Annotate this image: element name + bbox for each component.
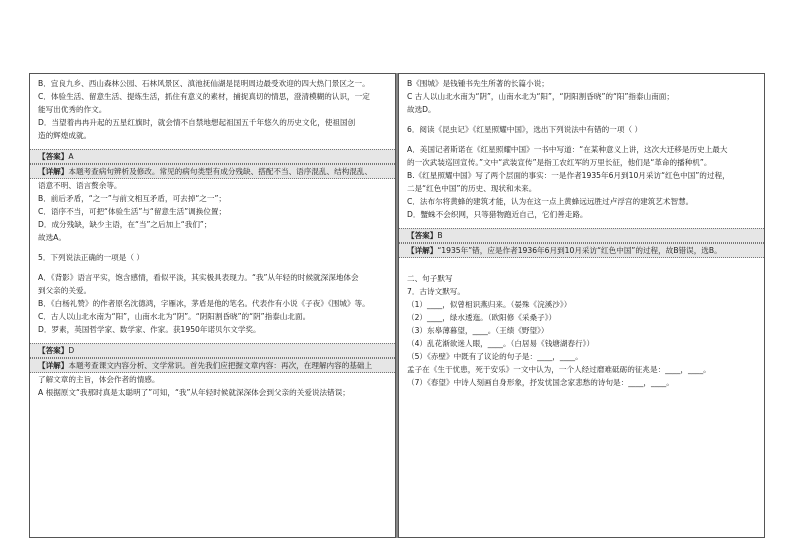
spacer (36, 336, 389, 343)
line-text: 6．阅读《昆虫记》《红星照耀中国》，选出下列说法中有错的一项（ ） (407, 125, 643, 134)
answer-label: 【答案】 (407, 231, 438, 240)
line-text: （2）____，绿水逶迤。（欧阳修《采桑子》） (407, 313, 557, 322)
line-text: 的一次武装巡回宣传。”文中“武装宣传”是指工农红军的万里长征，他们是“革命的播种机”。 (407, 158, 712, 167)
text-line (36, 192, 389, 205)
text-line (36, 103, 389, 116)
spacer (405, 258, 758, 272)
line-text: 到父亲的关爱。 (38, 286, 92, 295)
left-column (29, 73, 396, 538)
line-text: 二是“红色中国”的历史、现状和未来。 (407, 184, 537, 193)
text-line (36, 231, 389, 244)
answer-line (30, 149, 395, 164)
text-line (405, 350, 758, 363)
text-line (405, 376, 758, 389)
line-text: D．罗素，英国哲学家、数学家、作家。获1950年诺贝尔文学奖。 (38, 325, 261, 334)
line-text: A 根据原文“我那时真是太聪明了”可知，“我”从年轻时候就深深体会到父亲的关爱说法错误； (38, 388, 350, 397)
line-text: 故选D。 (407, 105, 436, 114)
text-line (405, 195, 758, 208)
answer-label: 【详解】 (38, 167, 69, 176)
answer-label: 【详解】 (38, 361, 69, 370)
answer-line (399, 228, 764, 243)
text-line (36, 373, 389, 386)
spacer (36, 264, 389, 271)
text-line (405, 337, 758, 350)
line-text: 语意不明、语言赘余等。 (38, 181, 122, 190)
text-line (405, 182, 758, 195)
line-text: D．蟹蛛不会织网，只等猎物跑近自己，它们善走路。 (407, 210, 588, 219)
text-line (405, 103, 758, 116)
text-line (36, 284, 389, 297)
line-text: D．成分残缺，缺少主语，在“当”之后加上“我们”； (38, 220, 212, 229)
line-text: B.《红星照耀中国》写了两个层面的事实：一是作者1935年6月到10月采访“红色中国”的过程， (407, 171, 730, 180)
spacer (405, 136, 758, 143)
text-line (405, 298, 758, 311)
line-text: C．古人以山北水南为“阳”，山南水北为“阴”。“阴阳割昏晓”的“阴”指泰山北面。 (38, 312, 311, 321)
answer-line (30, 164, 395, 179)
answer-line (399, 243, 764, 258)
spacer (405, 116, 758, 123)
line-text: 5．下列说法正确的一项是（ ） (38, 253, 144, 262)
text-line (36, 116, 389, 129)
text-line (405, 285, 758, 298)
text-line (405, 363, 758, 376)
line-text: 本题考查病句辨析及修改。常见的病句类型有成分残缺、搭配不当、语序混乱、结构混乱、 (68, 167, 373, 176)
text-line (36, 205, 389, 218)
text-line (36, 129, 389, 142)
text-line (36, 179, 389, 192)
spacer (36, 244, 389, 251)
line-text: C 古人以山北水南为“阴”，山南水北为“阳”，“阴阳割昏晓”的“阳”指泰山南面； (407, 92, 674, 101)
line-text: B．《白杨礼赞》的作者原名沈德鸿，字雁冰，茅盾是他的笔名。代表作有小说《子夜》《围城》等。 (38, 299, 370, 308)
text-line (36, 77, 389, 90)
line-text: （5）《赤壁》中既有了议论的句子是：____，____。 (407, 352, 583, 361)
text-line (405, 77, 758, 90)
text-line (36, 251, 389, 264)
line-text: A．美国记者斯诺在《红星照耀中国》一书中写道：“在某种意义上讲，这次大迁移是历史上最大 (407, 145, 728, 154)
line-text: A (68, 152, 74, 161)
text-line (405, 169, 758, 182)
answer-label: 【答案】 (38, 152, 69, 161)
line-text: A．《背影》语言平实，饱含感情，看似平淡，其实极具表现力。“我”从年轻的时候就深深地体会 (38, 273, 359, 282)
text-line (36, 218, 389, 231)
line-text: 孟子在《生于忧患，死于安乐》一文中认为，一个人经过磨难砥砺的征兆是：____，____。 (407, 365, 711, 374)
line-text: C．法布尔将黄蜂的建筑才能，认为在这一点上黄蜂远远胜过卢浮宫的建筑艺术智慧。 (407, 197, 694, 206)
line-text: B．宜良九乡、西山森林公园、石林风景区、滇池抚仙湖是昆明周边最受欢迎的四大热门景区之一。 (38, 79, 370, 88)
text-line (36, 323, 389, 336)
text-line (36, 310, 389, 323)
line-text: C．语序不当，可把“体验生活”与“留意生活”调换位置； (38, 207, 227, 216)
text-line (405, 324, 758, 337)
line-text: （7）《春望》中诗人刻画自身形象，抒发忧国念家悲愁的诗句是：____，____。 (407, 378, 674, 387)
line-text: C．体验生活、留意生活、提炼生活，抓住有意义的素材，捕捉真切的情思，澄清模糊的认识，一定 (38, 92, 370, 101)
line-text: B《围城》是钱锺书先生所著的长篇小说； (407, 79, 549, 88)
line-text: 本题考查课文内容分析、文学常识。首先我们应把握文章内容：再次，在理解内容的基础上 (68, 361, 373, 370)
line-text: B．前后矛盾，“之一”与前文相互矛盾，可去掉“之一”； (38, 194, 227, 203)
answer-line (30, 358, 395, 373)
spacer (36, 142, 389, 149)
line-text: “1935年”错，应是作者1936年6月到10月采访“红色中国”的过程，故B错误，选B。 (437, 246, 722, 255)
line-text: D．当望着冉冉升起的五星红旗时，就会情不自禁地想起祖国五千年悠久的历史文化，使祖国创 (38, 118, 356, 127)
line-text: （1）____，似曾相识燕归来。（晏殊《浣溪沙》） (407, 300, 572, 309)
text-line (405, 311, 758, 324)
line-text: 造的辉煌成就。 (38, 131, 92, 140)
line-text: （3）东皋薄暮望，____。（王绩《野望》） (407, 326, 549, 335)
text-line (405, 208, 758, 221)
line-text: 能写出优秀的作文。 (38, 105, 107, 114)
text-line (36, 90, 389, 103)
line-text: 了解文章的主旨，体会作者的情感。 (38, 375, 160, 384)
line-text: （4）乱花渐欲迷人眼，____。（白居易《钱塘湖春行》） (407, 339, 595, 348)
text-line (405, 272, 758, 285)
line-text: 二、句子默写 (407, 274, 453, 283)
text-line (405, 123, 758, 136)
spacer (405, 221, 758, 228)
line-text: 故选A。 (38, 233, 66, 242)
text-line (405, 90, 758, 103)
answer-label: 【答案】 (38, 346, 69, 355)
right-column (398, 73, 765, 538)
answer-line (30, 343, 395, 358)
line-text: D (68, 346, 75, 355)
text-line (36, 297, 389, 310)
text-line (36, 386, 389, 399)
line-text: B (437, 231, 443, 240)
text-line (405, 156, 758, 169)
answer-label: 【详解】 (407, 246, 438, 255)
text-line (36, 271, 389, 284)
line-text: 7．古诗文默写。 (407, 287, 465, 296)
text-line (405, 143, 758, 156)
